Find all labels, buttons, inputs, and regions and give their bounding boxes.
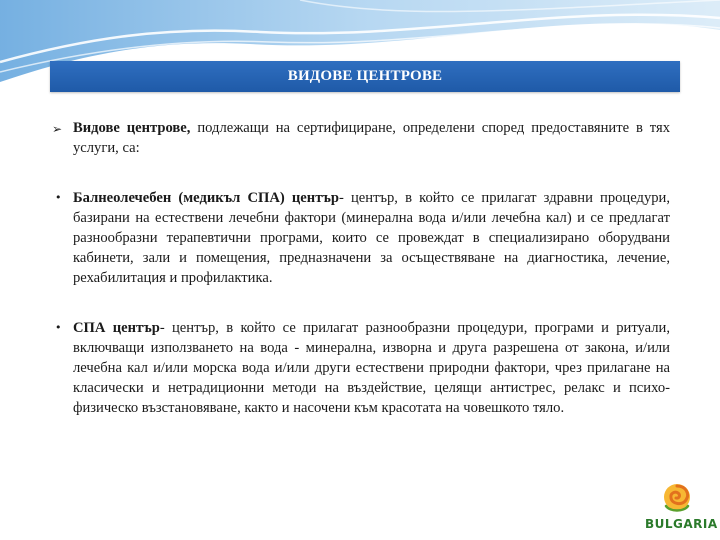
list-item-text: - център, в който се прилагат здравни процедури, базирани на естествени лечебни фактори (минерална вода и/или лечебна кал) и се предлагат разнообразни терапевтични програми, които се провеждат в специализирано оборудвани кабинети, зали и помещения, предназначени за осъществяване на диагностика, лечение, рехабилитация и профилактика. [73, 190, 671, 286]
slide-content [52, 118, 670, 418]
intro-paragraph [52, 118, 670, 158]
intro-bold: Видове центрове, [73, 120, 191, 136]
list-item-spa [52, 318, 670, 418]
list-item-text: - център, в който се прилагат разнообразни процедури, програми и ритуали, включващи използването на вода - минерална, изворна и друга разрешена от закона, и/или лечебна кал и/или морска вода и/или други естествени природни фактори, чрез прилагане на класически и нетрадиционни методи на въздействие, целящи антистрес, релакс и психо-физическо възстановяване, както и насочени към красотата на човешкото тяло. [73, 320, 670, 416]
slide-title: ВИДОВЕ ЦЕНТРОВЕ [50, 61, 680, 92]
list-item-bold: СПА център [73, 320, 160, 336]
bullet-icon: • [55, 191, 62, 204]
logo-text: BULGARIA [645, 517, 718, 531]
intro-text: подлежащи на сертифициране, определени според предоставяните в тях услуги, са: [73, 120, 670, 156]
bullet-icon: • [55, 321, 62, 334]
list-item-bold: Балнеолечебен (медикъл СПА) център [73, 190, 339, 206]
list-item-balneo [52, 188, 670, 288]
arrow-bullet-icon: ➢ [52, 122, 63, 136]
